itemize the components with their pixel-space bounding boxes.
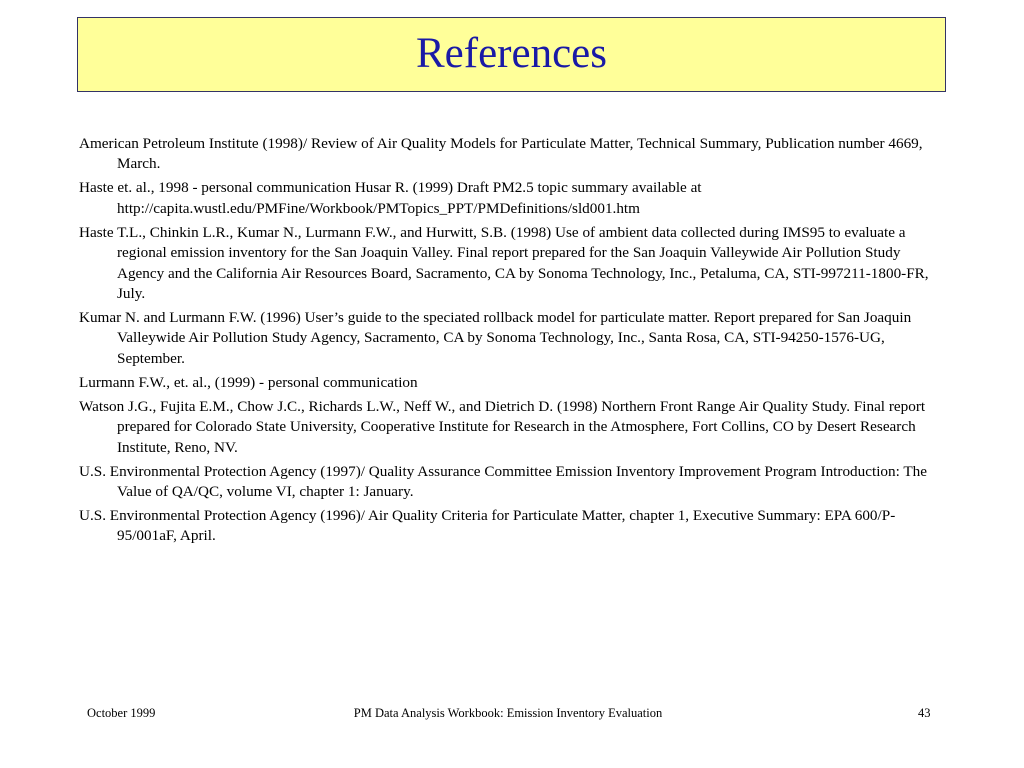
reference-item: American Petroleum Institute (1998)/ Review of Air Quality Models for Particulate Matter, Technical Summary, Publication number 4669, March. — [79, 135, 923, 173]
reference-item: U.S. Environmental Protection Agency (1996)/ Air Quality Criteria for Particulate Matter, chapter 1, Executive Summary: EPA 600/P-95/001aF, April. — [79, 507, 896, 545]
page-number: 43 — [918, 706, 931, 720]
footer-title: PM Data Analysis Workbook: Emission Inventory Evaluation — [353, 706, 663, 720]
reference-item: Haste T.L., Chinkin L.R., Kumar N., Lurmann F.W., and Hurwitt, S.B. (1998) Use of ambient data collected during IMS95 to evaluate a regional emission inventory for the San Joaquin Valley. Final report prepared for the San Joaquin Valleywide Air Pollution Study Agency and the California Air Resources Board, Sacramento, CA by Sonoma Technology, Inc., Petaluma, CA, STI-997211-1800-FR, July. — [79, 223, 929, 303]
reference-list — [79, 134, 929, 550]
slide-title: References — [416, 30, 607, 77]
reference-item: Kumar N. and Lurmann F.W. (1996) User’s guide to the speciated rollback model for particulate matter. Report prepared for San Joaquin Valleywide Air Pollution Study Agency, Sacramento, CA by Sonoma Technology, Inc., Santa Rosa, CA, STI-94250-1576-UG, September. — [79, 309, 912, 367]
footer-date: October 1999 — [87, 706, 156, 720]
title-box — [77, 17, 946, 92]
reference-item: Lurmann F.W., et. al., (1999) - personal communication — [79, 373, 418, 391]
reference-item: Watson J.G., Fujita E.M., Chow J.C., Richards L.W., Neff W., and Dietrich D. (1998) Northern Front Range Air Quality Study. Final report prepared for Colorado State University, Cooperative Institute for Research in the Atmosphere, Fort Collins, CO by Desert Research Institute, Reno, NV. — [79, 397, 926, 456]
reference-item: Haste et. al., 1998 - personal communication Husar R. (1999) Draft PM2.5 topic summary available at http://capita.wustl.edu/PMFine/Workbook/PMTopics_PPT/PMDefinitions/sld001.htm — [79, 179, 702, 217]
reference-item: U.S. Environmental Protection Agency (1997)/ Quality Assurance Committee Emission Inventory Improvement Program Introduction: The Value of QA/QC, volume VI, chapter 1: January. — [79, 462, 927, 501]
